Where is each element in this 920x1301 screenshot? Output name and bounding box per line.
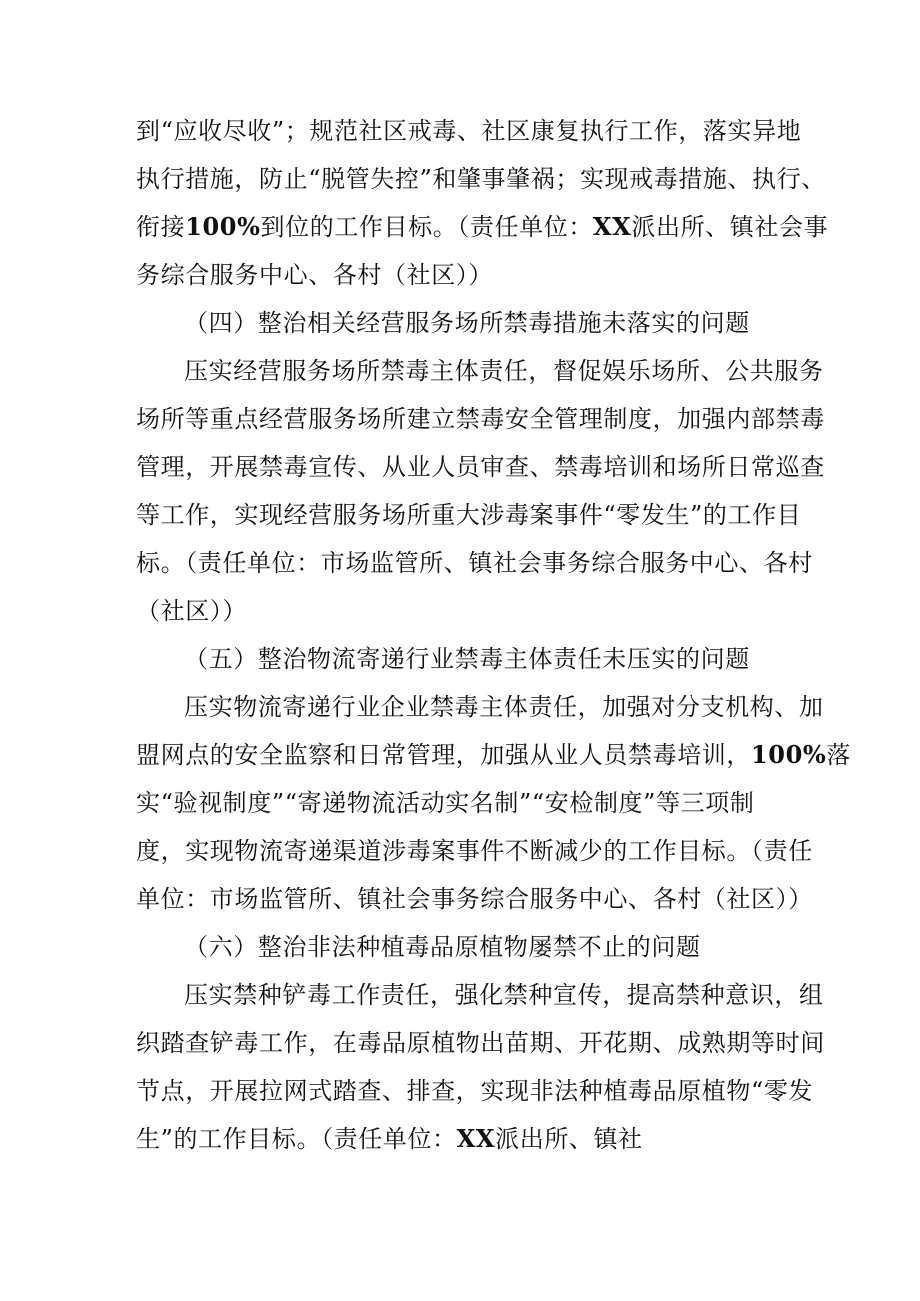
paragraph-line: 生”的工作目标。（责任单位：XX派出所、镇社: [136, 1124, 643, 1153]
paragraph-line: 压实物流寄递行业企业禁毒主体责任，加强对分支机构、加: [184, 693, 824, 721]
paragraph-line: 标。（责任单位：市场监管所、镇社会事务综合服务中心、各村: [136, 549, 813, 577]
paragraph-line: 务综合服务中心、各村（社区））: [136, 261, 493, 289]
paragraph-line: 压实经营服务场所禁毒主体责任，督促娱乐场所、公共服务: [184, 357, 824, 385]
paragraph-line: 压实禁种铲毒工作责任，强化禁种宣传，提高禁种意识，组: [184, 981, 824, 1009]
paragraph-line: （社区））: [136, 597, 247, 625]
paragraph-line: 盟网点的安全监察和日常管理，加强从业人员禁毒培训，100%落: [136, 740, 851, 769]
paragraph-line: 节点，开展拉网式踏查、排查，实现非法种植毒品原植物“零发: [136, 1077, 814, 1105]
bold-placeholder-xx: XX: [456, 1124, 496, 1153]
paragraph-line: 实“验视制度”“寄递物流活动实名制”“安检制度”等三项制: [136, 789, 755, 817]
paragraph-line: 等工作，实现经营服务场所重大涉毒案事件“零发生”的工作目: [136, 501, 802, 529]
bold-percentage: 100%: [185, 212, 261, 241]
section-heading-4: （四）整治相关经营服务场所禁毒措施未落实的问题: [184, 309, 750, 337]
bold-percentage: 100%: [751, 740, 827, 769]
paragraph-line: 到“应收尽收”；规范社区戒毒、社区康复执行工作，落实异地: [136, 117, 802, 145]
paragraph-line: 织踏查铲毒工作，在毒品原植物出苗期、开花期、成熟期等时间: [136, 1029, 825, 1057]
paragraph-line: 执行措施，防止“脱管失控”和肇事肇祸；实现戒毒措施、执行、: [136, 165, 826, 193]
paragraph-line: 管理，开展禁毒宣传、从业人员审查、禁毒培训和场所日常巡查: [136, 453, 825, 481]
paragraph-line: 单位：市场监管所、镇社会事务综合服务中心、各村（社区））: [136, 885, 813, 913]
bold-placeholder-xx: XX: [592, 212, 632, 241]
section-heading-6: （六）整治非法种植毒品原植物屡禁不止的问题: [184, 933, 701, 961]
section-heading-5: （五）整治物流寄递行业禁毒主体责任未压实的问题: [184, 645, 750, 673]
paragraph-line: 衔接100%到位的工作目标。（责任单位：XX派出所、镇社会事: [136, 212, 829, 241]
paragraph-line: 场所等重点经营服务场所建立禁毒安全管理制度，加强内部禁毒: [136, 405, 825, 433]
paragraph-line: 度，实现物流寄递渠道涉毒案事件不断减少的工作目标。（责任: [136, 837, 813, 865]
